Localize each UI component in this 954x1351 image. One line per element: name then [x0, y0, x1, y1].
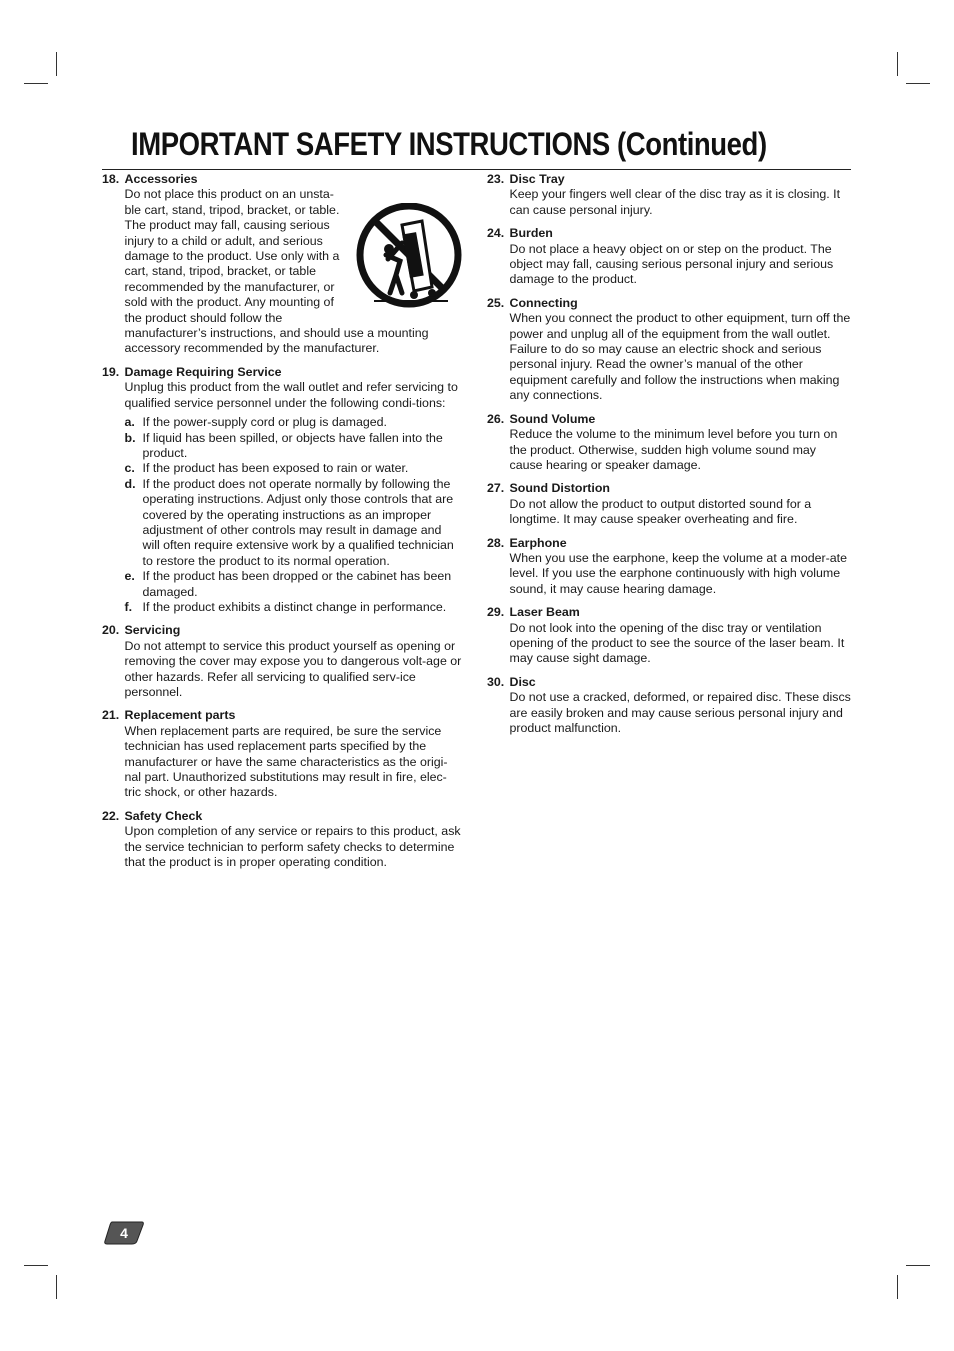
left-column	[102, 172, 462, 878]
list-item: b. If liquid has been spilled, or objects have fallen into the product.	[124, 430, 443, 460]
item-title: Accessories	[124, 172, 198, 186]
instruction-item-21	[102, 708, 462, 800]
instruction-item-24	[487, 226, 851, 288]
item-number: 19.	[102, 364, 120, 379]
item-body: Upon completion of any service or repairs to this product, ask the service technician to perform safety checks to determine that the product is in proper operating condition.	[124, 824, 461, 870]
crop-mark	[906, 83, 930, 84]
item-body: Do not use a cracked, deformed, or repaired disc. These discs are easily broken and may cause serious personal injury and product malfunction.	[509, 690, 851, 735]
item-body: Reduce the volume to the minimum level before you turn on the product. Otherwise, sudden high volume sound may cause hearing or speaker damage.	[509, 427, 838, 472]
instruction-item-22	[102, 809, 462, 871]
item-number: 28.	[487, 535, 505, 550]
item-body: When replacement parts are required, be sure the service technician has used replacement parts specified by the manufacturer or have the same characteristics as the origi-nal part. Unauthorized substitutions may result in fire, elec-tric shock, or other hazards.	[124, 723, 448, 800]
item-number: 30.	[487, 674, 505, 689]
item-title: Earphone	[509, 535, 567, 550]
crop-mark	[56, 1275, 57, 1299]
cart-tip-over-warning-icon	[356, 203, 462, 309]
list-item: e. If the product has been dropped or the cabinet has been damaged.	[124, 569, 452, 599]
item-title: Servicing	[124, 623, 181, 638]
item-number: 22.	[102, 808, 120, 823]
title-rule	[102, 169, 851, 170]
item-body: Do not place this product on an unsta-ble cart, stand, tripod, bracket, or table. The product may fall, causing serious injury to a child or adult, and serious damage to the product. Use only with a cart, stand, tripod, bracket, or table recommended by the manufacturer, or sold with the product. Any mounting of the product should follow the manufacturer’s instructions, and should use a mounting accessory recommended by the manufacturer.	[124, 187, 429, 356]
item-title: Safety Check	[124, 808, 203, 823]
right-column	[487, 172, 851, 744]
item-number: 25.	[487, 295, 505, 310]
item-number: 27.	[487, 481, 505, 496]
item-title: Replacement parts	[124, 708, 236, 723]
item-title: Damage Requiring Service	[124, 364, 282, 379]
instruction-item-29	[487, 605, 851, 667]
crop-mark	[897, 52, 898, 76]
instruction-item-25	[487, 296, 851, 404]
item-title: Burden	[509, 226, 553, 241]
item-body: Do not attempt to service this product yourself as opening or removing the cover may expose you to dangerous volt-age or other hazards. Refer all servicing to qualified serv-ice personnel.	[124, 638, 462, 699]
instruction-item-26	[487, 412, 851, 474]
item-title: Disc Tray	[509, 172, 565, 186]
item-body: Keep your fingers well clear of the disc tray as it is closing. It can cause personal injury.	[509, 187, 841, 217]
page-number: 4	[120, 1225, 128, 1241]
item-body: Do not place a heavy object on or step on the product. The object may fall, causing serious personal injury and serious damage to the product.	[509, 241, 834, 287]
item-body: Do not look into the opening of the disc tray or ventilation opening of the product to see the source of the laser beam. It may cause sight damage.	[509, 620, 845, 666]
item-number: 29.	[487, 605, 505, 620]
list-item: d. If the product does not operate normally by following the operating instructions. Adjust only those controls that are covered by the operating instructions as an improper adjustment of other controls may result in damage and will often require extensive work by a qualified technician to restore the product to its normal operation.	[124, 476, 454, 568]
item-number: 23.	[487, 172, 505, 186]
crop-mark	[897, 1275, 898, 1299]
page-title: IMPORTANT SAFETY INSTRUCTIONS (Continued)	[131, 126, 767, 162]
instruction-item-27	[487, 481, 851, 527]
crop-mark	[24, 1265, 48, 1266]
instruction-item-30	[487, 675, 851, 737]
list-item: a. If the power-supply cord or plug is damaged.	[124, 415, 388, 430]
list-item: f. If the product exhibits a distinct change in performance.	[124, 599, 447, 614]
item-title: Sound Distortion	[509, 481, 610, 496]
instruction-item-28	[487, 536, 851, 598]
item-title: Disc	[509, 674, 536, 689]
instruction-item-19	[102, 365, 462, 616]
crop-mark	[24, 83, 48, 84]
item-number: 24.	[487, 226, 505, 241]
item-body: When you connect the product to other equipment, turn off the power and unplug all of the equipment from the wall outlet. Failure to do so may cause an electric shock and serious personal injury. Read the owner’s manual of the other equipment carefully and follow the instructions when making any connections.	[509, 311, 851, 403]
item-title: Laser Beam	[509, 605, 580, 620]
item-body: When you use the earphone, keep the volume at a moder-ate level. If you use the earphone continuously with high volume sound, it may cause hearing damage.	[509, 550, 848, 596]
item-body: Unplug this product from the wall outlet and refer servicing to qualified service personnel under the following condi-tions:	[124, 380, 458, 410]
crop-mark	[56, 52, 57, 76]
instruction-item-20	[102, 623, 462, 700]
item-body: Do not allow the product to output distorted sound for a longtime. It may cause speaker overheating and fire.	[509, 496, 812, 527]
item-number: 21.	[102, 708, 120, 723]
item-number: 18.	[102, 172, 120, 186]
list-item: c. If the product has been exposed to rain or water.	[124, 461, 409, 476]
crop-mark	[906, 1265, 930, 1266]
item-title: Connecting	[509, 295, 578, 310]
condition-list	[125, 415, 463, 615]
item-number: 20.	[102, 623, 120, 638]
instruction-item-23	[487, 172, 851, 218]
instruction-item-18	[102, 172, 462, 357]
item-title: Sound Volume	[509, 411, 596, 426]
item-number: 26.	[487, 411, 505, 426]
